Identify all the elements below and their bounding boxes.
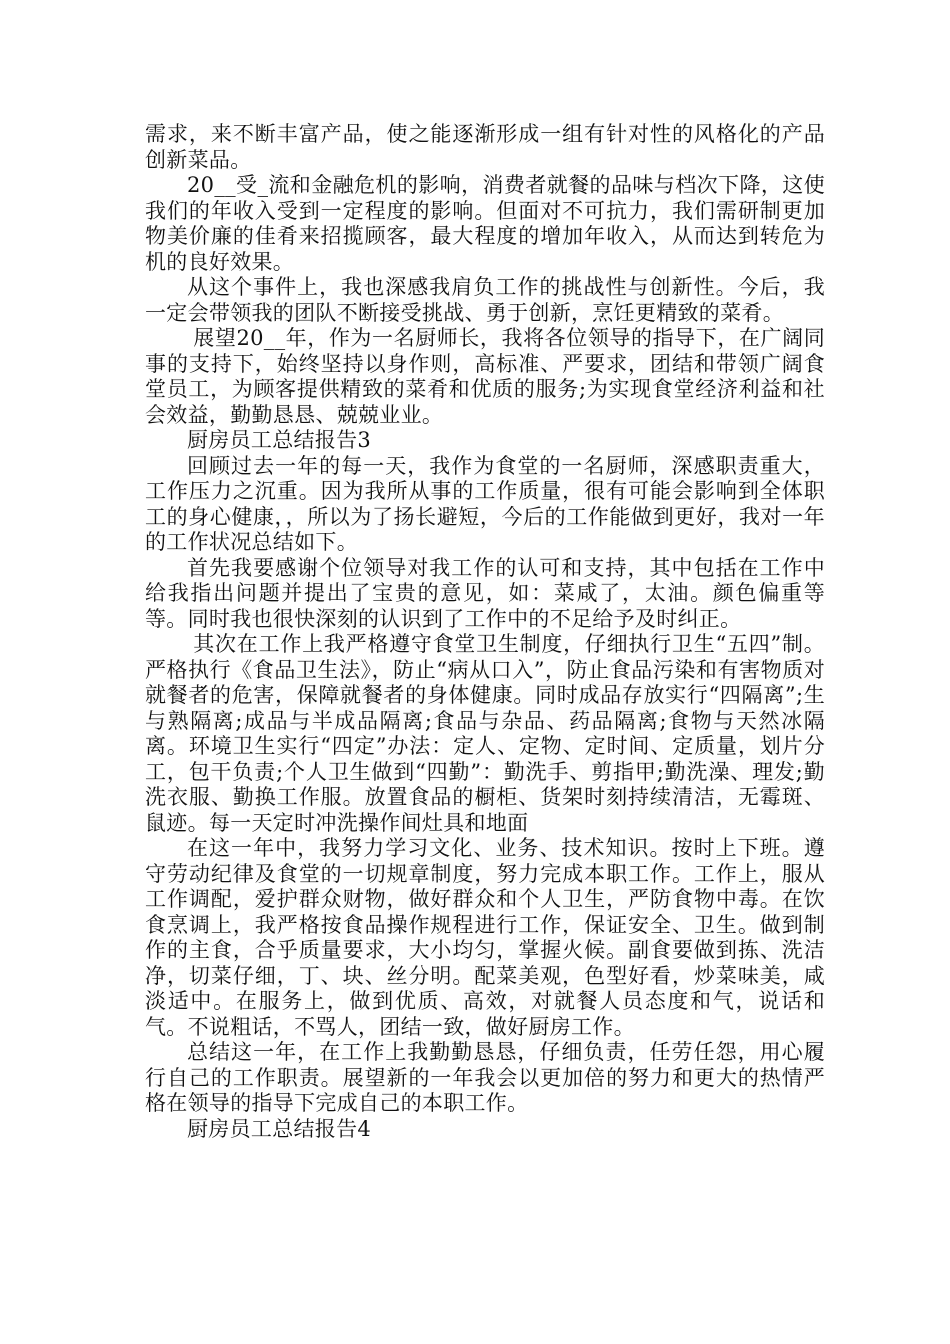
paragraph: 从这个事件上，我也深感我肩负工作的挑战性与创新性。今后，我一定会带领我的团队不断接受挑战、勇于创新，烹饪更精致的菜肴。 — [145, 275, 825, 325]
paragraph: 在这一年中，我努力学习文化、业务、技术知识。按时上下班。遵守劳动纪律及食堂的一切规章制度，努力完成本职工作。工作上，服从工作调配，爱护群众财物，做好群众和个人卫生，严防食物中毒。在饮食烹调上，我严格按食品操作规程进行工作，保证安全、卫生。做到制作的主食，合乎质量要求，大小均匀，掌握火候。副食要做到拣、洗洁净，切菜仔细，丁、块、丝分明。配菜美观，色型好看，炒菜味美，咸淡适中。在服务上，做到优质、高效，对就餐人员态度和气，说话和气。不说粗话，不骂人，团结一致，做好厨房工作。 — [145, 836, 825, 1039]
paragraph: 回顾过去一年的每一天，我作为食堂的一名厨师，深感职责重大，工作压力之沉重。因为我所从事的工作质量，很有可能会影响到全体职工的身心健康，，所以为了扬长避短，今后的工作能做到更好，我对一年的工作状况总结如下。 — [145, 453, 825, 554]
paragraph: 20__受_流和金融危机的影响，消费者就餐的品味与档次下降，这使我们的年收入受到一定程度的影响。但面对不可抗力，我们需研制更加物美价廉的佳肴来招揽顾客，最大程度的增加年收入，从而达到转危为机的良好效果。 — [145, 173, 825, 274]
document-body — [145, 122, 825, 1142]
paragraph: 需求，来不断丰富产品，使之能逐渐形成一组有针对性的风格化的产品创新菜品。 — [145, 122, 825, 172]
paragraph: 其次在工作上我严格遵守食堂卫生制度，仔细执行卫生“五四”制。严格执行《食品卫生法》，防止“病从口入”，防止食品污染和有害物质对就餐者的危害，保障就餐者的身体健康。同时成品存放实行“四隔离”;生与熟隔离;成品与半成品隔离;食品与杂品、药品隔离;食物与天然冰隔离。环境卫生实行“四定”办法：定人、定物、定时间、定质量，划片分工，包干负责;个人卫生做到“四勤”：勤洗手、剪指甲;勤洗澡、理发;勤洗衣服、勤换工作服。放置食品的橱柜、货架时刻持续清洁，无霉斑、鼠迹。每一天定时冲洗操作间灶具和地面 — [145, 632, 825, 835]
paragraph: 首先我要感谢个位领导对我工作的认可和支持，其中包括在工作中给我指出问题并提出了宝贵的意见，如：菜咸了，太油。颜色偏重等等。同时我也很快深刻的认识到了工作中的不足给予及时纠正。 — [145, 555, 825, 631]
paragraph: 总结这一年，在工作上我勤勤恳恳，仔细负责，任劳任怨，用心履行自己的工作职责。展望新的一年我会以更加倍的努力和更大的热情严格在领导的指导下完成自己的本职工作。 — [145, 1040, 825, 1115]
section-heading: 厨房员工总结报告3 — [187, 428, 372, 452]
paragraph: 展望20__年，作为一名厨师长，我将各位领导的指导下，在广阔同事的支持下，始终坚持以身作则，高标准、严要求，团结和带领广阔食堂员工，为顾客提供精致的菜肴和优质的服务;为实现食堂经济利益和社会效益，勤勤恳恳、兢兢业业。 — [145, 326, 825, 427]
section-heading: 厨房员工总结报告4 — [187, 1116, 372, 1141]
